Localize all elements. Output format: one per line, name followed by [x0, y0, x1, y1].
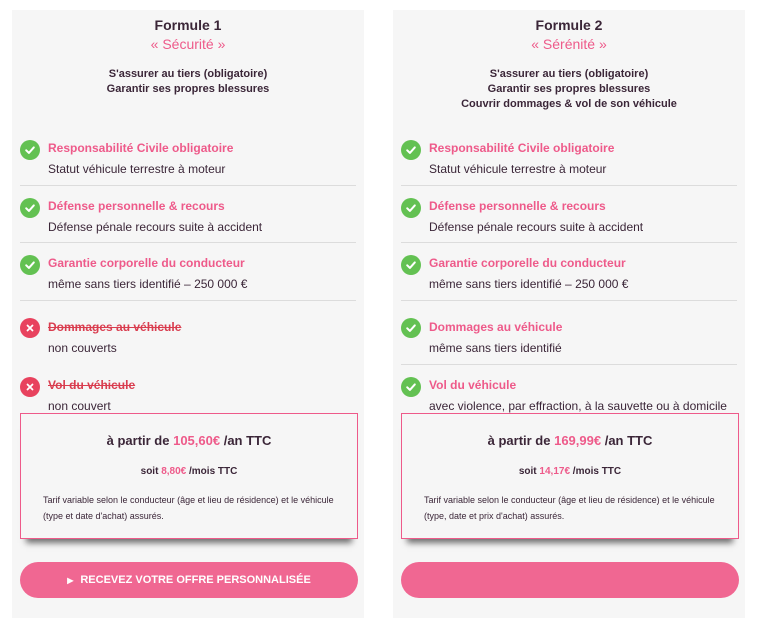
feature-desc: Statut véhicule terrestre à moteur [429, 162, 607, 176]
goal-item: Couvrir dommages & vol de son véhicule [461, 98, 677, 110]
feature-item [20, 243, 356, 301]
feature-item [401, 301, 737, 365]
check-icon [20, 140, 40, 160]
formula-card-2 [393, 10, 745, 618]
personalized-offer-button[interactable] [20, 562, 358, 598]
feature-title: Dommages au véhicule [48, 320, 182, 334]
price-note: Tarif variable selon le conducteur (âge et lieu de résidence) et le véhicule (type, date et prix d'achat) assurés. [424, 495, 715, 521]
goal-item: S'assurer au tiers (obligatoire) [489, 68, 649, 80]
button-label: RECEVEZ VOTRE OFFRE PERSONNALISÉE [80, 574, 311, 586]
check-icon [401, 198, 421, 218]
feature-title: Défense personnelle & recours [48, 199, 225, 213]
feature-desc: même sans tiers identifié – 250 000 € [429, 277, 629, 291]
personalized-offer-button[interactable] [401, 562, 739, 598]
formula-goals [12, 67, 364, 97]
feature-desc: même sans tiers identifié [429, 341, 562, 355]
feature-desc: Statut véhicule terrestre à moteur [48, 162, 226, 176]
goal-item: Garantir ses propres blessures [487, 83, 651, 95]
feature-title: Responsabilité Civile obligatoire [429, 141, 615, 155]
check-icon [20, 255, 40, 275]
feature-title: Vol du véhicule [429, 378, 517, 392]
check-icon [401, 140, 421, 160]
goal-item: Garantir ses propres blessures [106, 83, 270, 95]
feature-title: Vol du véhicule [48, 378, 136, 392]
feature-desc: avec violence, par effraction, à la sauvette ou à domicile [429, 399, 727, 413]
feature-title: Garantie corporelle du conducteur [48, 256, 245, 270]
annual-amount: 169,99€ [554, 433, 602, 448]
formula-card-1 [12, 10, 364, 618]
feature-title: Dommages au véhicule [429, 320, 563, 334]
feature-title: Défense personnelle & recours [429, 199, 606, 213]
check-icon [401, 377, 421, 397]
feature-title: Responsabilité Civile obligatoire [48, 141, 234, 155]
formula-header [393, 10, 745, 112]
price-box [401, 413, 739, 539]
feature-item [20, 128, 356, 186]
formula-title: Formule 2 [535, 17, 603, 33]
formula-goals [393, 67, 745, 112]
monthly-price: soit 8,80€ /mois TTC [140, 466, 238, 477]
monthly-amount: 8,80€ [161, 466, 187, 477]
feature-item [20, 301, 356, 365]
annual-amount: 105,60€ [173, 433, 221, 448]
feature-desc: même sans tiers identifié – 250 000 € [48, 277, 248, 291]
feature-desc: non couverts [48, 341, 117, 355]
feature-list [12, 128, 364, 422]
formula-subtitle: « Sécurité » [150, 36, 226, 52]
check-icon [401, 318, 421, 338]
feature-desc: Défense pénale recours suite à accident [429, 220, 644, 234]
goal-item: S'assurer au tiers (obligatoire) [108, 68, 268, 80]
feature-desc: Défense pénale recours suite à accident [48, 220, 263, 234]
annual-price: à partir de 169,99€ /an TTC [487, 433, 653, 448]
caret-right-icon: ▶ [67, 575, 74, 585]
feature-desc: non couvert [48, 399, 111, 413]
check-icon [20, 198, 40, 218]
price-note: Tarif variable selon le conducteur (âge et lieu de résidence) et le véhicule (type et date d'achat) assurés. [43, 495, 334, 521]
feature-list [393, 128, 745, 422]
price-box [20, 413, 358, 539]
cross-icon [20, 318, 40, 338]
monthly-price: soit 14,17€ /mois TTC [518, 466, 622, 477]
feature-item [20, 186, 356, 243]
check-icon [401, 255, 421, 275]
formula-subtitle: « Sérénité » [531, 36, 607, 52]
feature-item [401, 186, 737, 243]
feature-item [401, 243, 737, 301]
formula-title: Formule 1 [154, 17, 222, 33]
annual-price: à partir de 105,60€ /an TTC [106, 433, 272, 448]
monthly-amount: 14,17€ [539, 466, 571, 477]
cross-icon [20, 377, 40, 397]
feature-item [401, 128, 737, 186]
formula-header [12, 10, 364, 97]
feature-title: Garantie corporelle du conducteur [429, 256, 626, 270]
